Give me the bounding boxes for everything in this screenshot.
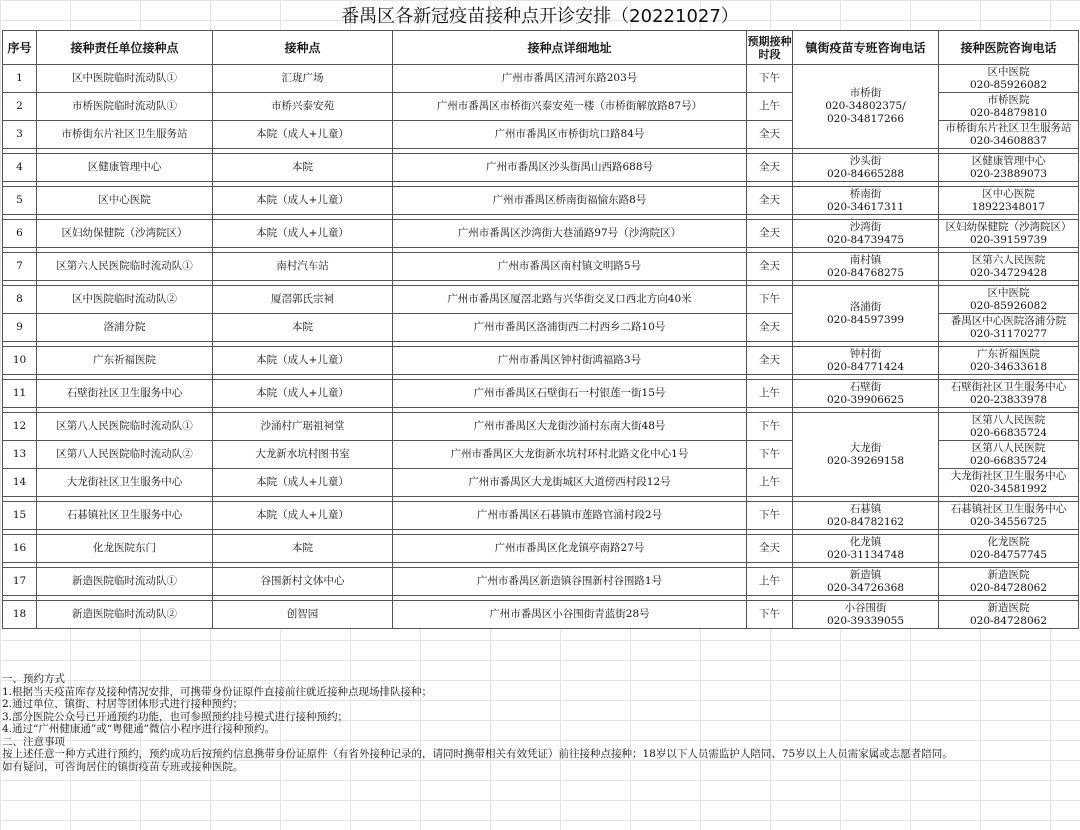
- hospital-phone: 020-23833978: [969, 393, 1048, 406]
- notes-section: [2, 673, 1078, 773]
- notes-heading-2: 二、注意事项: [2, 735, 65, 748]
- period: 上午: [747, 469, 793, 497]
- unit-name: 石碁镇社区卫生服务中心: [37, 502, 213, 530]
- hospital-phone-cell: [939, 502, 1079, 530]
- hospital-phone-cell: [939, 469, 1079, 497]
- unit-name: 洛浦分院: [37, 314, 213, 342]
- hospital-phone: 020-84879810: [969, 106, 1048, 119]
- site-name: 本院（成人+儿童）: [213, 220, 393, 248]
- unit-name: 区中心医院: [37, 187, 213, 215]
- hospital-phone: 020-31170277: [969, 327, 1048, 340]
- street-phone-cell: [793, 347, 939, 375]
- street-phone: 020-84597399: [826, 313, 905, 326]
- header-hospital-phone: 接种医院咨询电话: [939, 31, 1079, 65]
- street-phone-cell: [793, 568, 939, 596]
- street-phone: 020-34617311: [826, 200, 905, 213]
- hospital-phone: 020-84728062: [969, 581, 1048, 594]
- hospital-phone: 020-23889073: [969, 167, 1048, 180]
- hospital-phone-cell: [939, 121, 1079, 149]
- row-number: 14: [3, 469, 37, 497]
- hospital-name: 市桥医院: [987, 93, 1030, 106]
- row-number: 16: [3, 535, 37, 563]
- page-title: 番禺区各新冠疫苗接种点开诊安排（20221027）: [341, 6, 739, 27]
- street-phone: 020-84768275: [826, 266, 905, 279]
- hospital-phone-cell: [939, 441, 1079, 469]
- period: 下午: [747, 286, 793, 314]
- site-address: 广州市番禺区石壁街石一村银莲一街15号: [393, 380, 747, 408]
- table-row: [3, 65, 1079, 93]
- unit-name: 区健康管理中心: [37, 154, 213, 182]
- hospital-name: 广东祈福医院: [977, 347, 1040, 360]
- row-number: 17: [3, 568, 37, 596]
- street-name: 小谷围街: [844, 601, 887, 614]
- site-address: 广州市番禺区市桥街坑口路84号: [393, 121, 747, 149]
- hospital-phone-cell: [939, 314, 1079, 342]
- street-phone: 020-84739475: [826, 233, 905, 246]
- period: 全天: [747, 347, 793, 375]
- row-number: 10: [3, 347, 37, 375]
- header-row: [3, 31, 1079, 65]
- hospital-phone-cell: [939, 253, 1079, 281]
- hospital-phone: 020-34633618: [969, 360, 1048, 373]
- hospital-phone-cell: [939, 154, 1079, 182]
- site-address: 广州市番禺区桥南街福愉东路8号: [393, 187, 747, 215]
- unit-name: 广东祈福医院: [37, 347, 213, 375]
- hospital-phone-cell: [939, 380, 1079, 408]
- site-address: 广州市番禺区大龙街城区大道傍西村段12号: [393, 469, 747, 497]
- period: 全天: [747, 314, 793, 342]
- street-phone: 020-84771424: [826, 360, 905, 373]
- hospital-phone: 020-34608837: [969, 134, 1048, 147]
- notes-line: 4.通过“广州健康通”或“粤健通”微信小程序进行接种预约。: [2, 723, 275, 735]
- hospital-phone: 020-66835724: [969, 426, 1048, 439]
- site-address: 广州市番禺区大龙街沙涌村东南大街48号: [393, 413, 747, 441]
- table-row: [3, 187, 1079, 215]
- street-name: 沙头街: [849, 154, 882, 167]
- header-street-phone: 镇街疫苗专班咨询电话: [793, 31, 939, 65]
- street-name: 钟村街: [849, 347, 882, 360]
- street-phone-cell: [793, 154, 939, 182]
- row-number: 9: [3, 314, 37, 342]
- period: 下午: [747, 502, 793, 530]
- notes-line: 3.部分医院公众号已开通预约功能，也可参照预约挂号模式进行接种预约；: [2, 710, 349, 723]
- site-name: 本院（成人+儿童）: [213, 502, 393, 530]
- street-name: 南村镇: [849, 253, 882, 266]
- hospital-phone-cell: [939, 93, 1079, 121]
- hospital-name: 区健康管理中心: [971, 154, 1046, 167]
- site-name: 本院（成人+儿童）: [213, 380, 393, 408]
- site-address: 广州市番禺区沙湾街大巷涌路97号（沙湾院区）: [393, 220, 747, 248]
- header-unit: 接种责任单位接种点: [37, 31, 213, 65]
- row-number: 6: [3, 220, 37, 248]
- header-no: 序号: [3, 31, 37, 65]
- hospital-phone-cell: [939, 413, 1079, 441]
- unit-name: 市桥医院临时流动队①: [37, 93, 213, 121]
- hospital-phone: 020-85926082: [969, 78, 1048, 91]
- street-phone-cell: [793, 502, 939, 530]
- street-phone: 020-31134748: [826, 548, 905, 561]
- hospital-phone: 020-39159739: [969, 233, 1048, 246]
- street-phone-cell: [793, 65, 939, 149]
- hospital-phone-cell: [939, 568, 1079, 596]
- table-row: [3, 502, 1079, 530]
- period: 全天: [747, 535, 793, 563]
- street-phone-cell: [793, 220, 939, 248]
- street-phone-cell: [793, 286, 939, 342]
- period: 全天: [747, 220, 793, 248]
- hospital-name: 大龙街社区卫生服务中心: [950, 469, 1067, 482]
- period: 下午: [747, 441, 793, 469]
- row-number: 8: [3, 286, 37, 314]
- hospital-phone: 020-85926082: [969, 299, 1048, 312]
- street-phone-cell: [793, 380, 939, 408]
- period: 下午: [747, 65, 793, 93]
- unit-name: 区中医院临时流动队②: [37, 286, 213, 314]
- site-name: 本院（成人+儿童）: [213, 187, 393, 215]
- period: 全天: [747, 187, 793, 215]
- unit-name: 区第八人民医院临时流动队②: [37, 441, 213, 469]
- period: 上午: [747, 568, 793, 596]
- street-phone: 020-39906625: [826, 393, 905, 406]
- table-row: [3, 347, 1079, 375]
- hospital-name: 区第八人民医院: [971, 413, 1046, 426]
- site-address: 广州市番禺区清河东路203号: [393, 65, 747, 93]
- unit-name: 区第六人民医院临时流动队①: [37, 253, 213, 281]
- hospital-name: 区第六人民医院: [971, 253, 1046, 266]
- hospital-phone-cell: [939, 220, 1079, 248]
- site-address: 广州市番禺区钟村街鸿福路3号: [393, 347, 747, 375]
- site-name: 谷围新村文体中心: [213, 568, 393, 596]
- street-name: 洛浦街: [849, 300, 882, 313]
- table-row: [3, 253, 1079, 281]
- site-name: 本院（成人+儿童）: [213, 469, 393, 497]
- street-phone: 020-84665288: [826, 167, 905, 180]
- row-number: 12: [3, 413, 37, 441]
- unit-name: 区第八人民医院临时流动队①: [37, 413, 213, 441]
- hospital-name: 石碁镇社区卫生服务中心: [950, 502, 1067, 515]
- hospital-phone: 020-66835724: [969, 454, 1048, 467]
- hospital-phone-cell: [939, 65, 1079, 93]
- hospital-name: 新造医院: [987, 601, 1030, 614]
- header-address: 接种点详细地址: [393, 31, 747, 65]
- period: 全天: [747, 154, 793, 182]
- hospital-phone: 020-84757745: [969, 548, 1048, 561]
- unit-name: 大龙街社区卫生服务中心: [37, 469, 213, 497]
- row-number: 5: [3, 187, 37, 215]
- street-phone-cell: [793, 187, 939, 215]
- row-number: 11: [3, 380, 37, 408]
- table-row: [3, 154, 1079, 182]
- row-number: 13: [3, 441, 37, 469]
- site-name: 南村汽车站: [213, 253, 393, 281]
- street-phone: 020-34726368: [826, 581, 905, 594]
- site-address: 广州市番禺区大龙街新水坑村环村北路文化中心1号: [393, 441, 747, 469]
- street-name: 新造镇: [849, 568, 882, 581]
- site-name: 厦滘郭氏宗祠: [213, 286, 393, 314]
- site-address: 广州市番禺区新造镇谷围新村谷围路1号: [393, 568, 747, 596]
- unit-name: 石壁街社区卫生服务中心: [37, 380, 213, 408]
- row-number: 7: [3, 253, 37, 281]
- row-number: 4: [3, 154, 37, 182]
- site-address: 广州市番禺区市桥街兴泰安苑一楼（市桥街解放路87号）: [393, 93, 747, 121]
- table-row: [3, 601, 1079, 629]
- table-row: [3, 535, 1079, 563]
- street-phone-cell: [793, 413, 939, 497]
- hospital-name: 区第八人民医院: [971, 441, 1046, 454]
- hospital-name: 市桥街东片社区卫生服务站: [945, 121, 1072, 134]
- notes-line: 如有疑问，可咨询居住的镇街疫苗专班或接种医院。: [2, 760, 244, 773]
- hospital-name: 区中医院: [987, 286, 1030, 299]
- row-number: 3: [3, 121, 37, 149]
- site-name: 本院: [213, 154, 393, 182]
- row-number: 1: [3, 65, 37, 93]
- table-row: [3, 568, 1079, 596]
- notes-line: 按上述任意一种方式进行预约，预约成功后按预约信息携带身份证原件（有省外接种记录的，请同时携带相关有效凭证）前往接种点接种；18岁以下人员需监护人陪同、75岁以上人员需家属或志愿者陪同。: [2, 748, 953, 760]
- site-address: 广州市番禺区沙头街禺山西路688号: [393, 154, 747, 182]
- unit-name: 市桥街东片社区卫生服务站: [37, 121, 213, 149]
- period: 下午: [747, 413, 793, 441]
- hospital-name: 区妇幼保健院（沙湾院区）: [945, 220, 1072, 233]
- street-phone-cell: [793, 601, 939, 629]
- street-name: 化龙镇: [849, 535, 882, 548]
- street-phone: 020-39339055: [826, 614, 905, 627]
- hospital-phone-cell: [939, 286, 1079, 314]
- hospital-name: 番禺区中心医院洛浦分院: [950, 314, 1067, 327]
- street-name: 市桥街: [849, 87, 882, 99]
- header-site: 接种点: [213, 31, 393, 65]
- hospital-name: 区中心医院: [982, 187, 1035, 200]
- row-number: 18: [3, 601, 37, 629]
- period: 下午: [747, 601, 793, 629]
- table-row: [3, 220, 1079, 248]
- unit-name: 新造医院临时流动队②: [37, 601, 213, 629]
- hospital-phone: 020-34729428: [969, 266, 1048, 279]
- site-name: 本院: [213, 535, 393, 563]
- table-row: [3, 286, 1079, 314]
- period: 上午: [747, 93, 793, 121]
- site-address: 广州市番禺区化龙镇亭南路27号: [393, 535, 747, 563]
- header-period: 预期接种时段: [747, 31, 793, 65]
- hospital-phone-cell: [939, 601, 1079, 629]
- schedule-table: [2, 30, 1079, 629]
- street-name: 沙湾街: [849, 220, 882, 233]
- site-address: 广州市番禺区洛浦街西二村西乡二路10号: [393, 314, 747, 342]
- site-address: 广州市番禺区厦滘北路与兴华街交叉口西北方向40米: [393, 286, 747, 314]
- hospital-phone-cell: [939, 535, 1079, 563]
- period: 全天: [747, 121, 793, 149]
- notes-heading-1: 一、预约方式: [2, 673, 65, 685]
- site-name: 沙涌村广琚祖祠堂: [213, 413, 393, 441]
- table-row: [3, 380, 1079, 408]
- site-name: 市桥兴泰安苑: [213, 93, 393, 121]
- street-name: 石壁街: [849, 380, 882, 393]
- period: 全天: [747, 253, 793, 281]
- unit-name: 新造医院临时流动队①: [37, 568, 213, 596]
- street-phone: 020-84782162: [826, 515, 905, 528]
- site-name: 本院（成人+儿童）: [213, 347, 393, 375]
- hospital-name: 石壁街社区卫生服务中心: [950, 380, 1067, 393]
- street-phone: 020-34802375/ 020-34817266: [825, 100, 906, 125]
- street-phone-cell: [793, 253, 939, 281]
- street-phone: 020-39269158: [826, 454, 905, 467]
- row-number: 2: [3, 93, 37, 121]
- hospital-name: 化龙医院: [987, 535, 1030, 548]
- street-phone-cell: [793, 535, 939, 563]
- hospital-phone-cell: [939, 347, 1079, 375]
- table-row: [3, 413, 1079, 441]
- street-name: 桥南街: [849, 187, 882, 200]
- site-address: 广州市番禺区石碁镇市莲路官涌村段2号: [393, 502, 747, 530]
- hospital-phone: 020-84728062: [969, 614, 1048, 627]
- hospital-phone: 020-34581992: [969, 482, 1048, 495]
- site-address: 广州市番禺区小谷围街青蓝街28号: [393, 601, 747, 629]
- site-name: 汇珑广场: [213, 65, 393, 93]
- unit-name: 区中医院临时流动队①: [37, 65, 213, 93]
- hospital-phone: 020-34556725: [969, 515, 1048, 528]
- street-name: 大龙街: [849, 441, 882, 454]
- site-address: 广州市番禺区南村镇文明路5号: [393, 253, 747, 281]
- period: 上午: [747, 380, 793, 408]
- hospital-phone: 18922348017: [971, 200, 1046, 213]
- street-name: 石碁镇: [849, 502, 882, 515]
- site-name: 创智园: [213, 601, 393, 629]
- site-name: 本院: [213, 314, 393, 342]
- site-name: 大龙新水坑村图书室: [213, 441, 393, 469]
- row-number: 15: [3, 502, 37, 530]
- hospital-name: 新造医院: [987, 568, 1030, 581]
- notes-line: 1.根据当天疫苗库存及接种情况安排，可携带身份证原件直接前往就近接种点现场排队接种；: [2, 685, 433, 698]
- hospital-name: 区中医院: [987, 65, 1030, 78]
- unit-name: 区妇幼保健院（沙湾院区）: [37, 220, 213, 248]
- site-name: 本院（成人+儿童）: [213, 121, 393, 149]
- hospital-phone-cell: [939, 187, 1079, 215]
- unit-name: 化龙医院东门: [37, 535, 213, 563]
- notes-line: 2.通过单位、镇街、村居等团体形式进行接种预约；: [2, 698, 244, 710]
